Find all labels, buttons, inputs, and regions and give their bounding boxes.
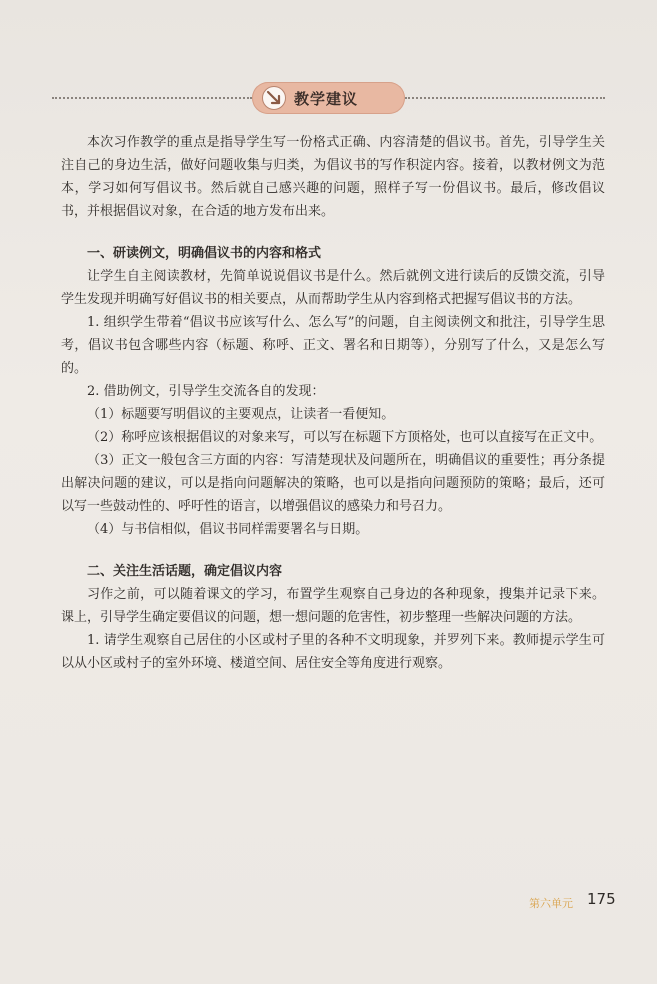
section1-paragraph: （3）正文一般包含三方面的内容：写清楚现状及问题所在，明确倡议的重要性；再分条提出解决问题的建议，可以是指向问题解决的策略，也可以是指向问题预防的策略；最后，还可以写一些鼓动性的、呼吁性的语言，以增强倡议的感染力和号召力。 [61,453,605,514]
unit-label: 第六单元 [529,897,573,910]
arrow-down-right-icon [262,86,286,110]
section-title: 教学建议 [294,90,359,108]
section1-paragraph: （1）标题要写明倡议的主要观点，让读者一看便知。 [87,407,395,422]
section-title-badge [252,82,405,114]
section1-paragraph: 1. 组织学生带着“倡议书应该写什么、怎么写”的问题，自主阅读例文和批注，引导学生思考，倡议书包含哪些内容（标题、称呼、正文、署名和日期等），分别写了什么，又是怎么写的。 [61,315,605,376]
section2-heading: 二、关注生活话题，确定倡议内容 [87,564,283,579]
intro-paragraph: 本次习作教学的重点是指导学生写一份格式正确、内容清楚的倡议书。首先，引导学生关注自己的身边生活，做好问题收集与归类，为倡议书的写作积淀内容。接着，以教材例文为范本，学习如何写倡议书。然后就自己感兴趣的问题，照样子写一份倡议书。最后，修改倡议书，并根据倡议对象，在合适的地方发布出来。 [61,135,605,219]
section1-paragraph: 让学生自主阅读教材，先简单说说倡议书是什么。然后就例文进行读后的反馈交流，引导学生发现并明确写好倡议书的相关要点，从而帮助学生从内容到格式把握写倡议书的方法。 [61,269,605,307]
section2-paragraph: 1. 请学生观察自己居住的小区或村子里的各种不文明现象，并罗列下来。教师提示学生可以从小区或村子的室外环境、楼道空间、居住安全等角度进行观察。 [61,633,605,671]
section1-paragraph: （4）与书信相似，倡议书同样需要署名与日期。 [87,522,369,537]
header-divider-right [405,97,605,99]
section1-paragraph: （2）称呼应该根据倡议的对象来写，可以写在标题下方顶格处，也可以直接写在正文中。 [87,430,603,445]
body-text [61,131,605,675]
page-number: 175 [587,890,616,908]
section2-paragraph: 习作之前，可以随着课文的学习，布置学生观察自己身边的各种现象，搜集并记录下来。课上，引导学生确定要倡议的问题，想一想问题的危害性，初步整理一些解决问题的方法。 [61,587,605,625]
header-divider-left [52,97,252,99]
section1-heading: 一、研读例文，明确倡议书的内容和格式 [87,246,322,261]
section1-paragraph: 2. 借助例文，引导学生交流各自的发现： [87,384,325,399]
